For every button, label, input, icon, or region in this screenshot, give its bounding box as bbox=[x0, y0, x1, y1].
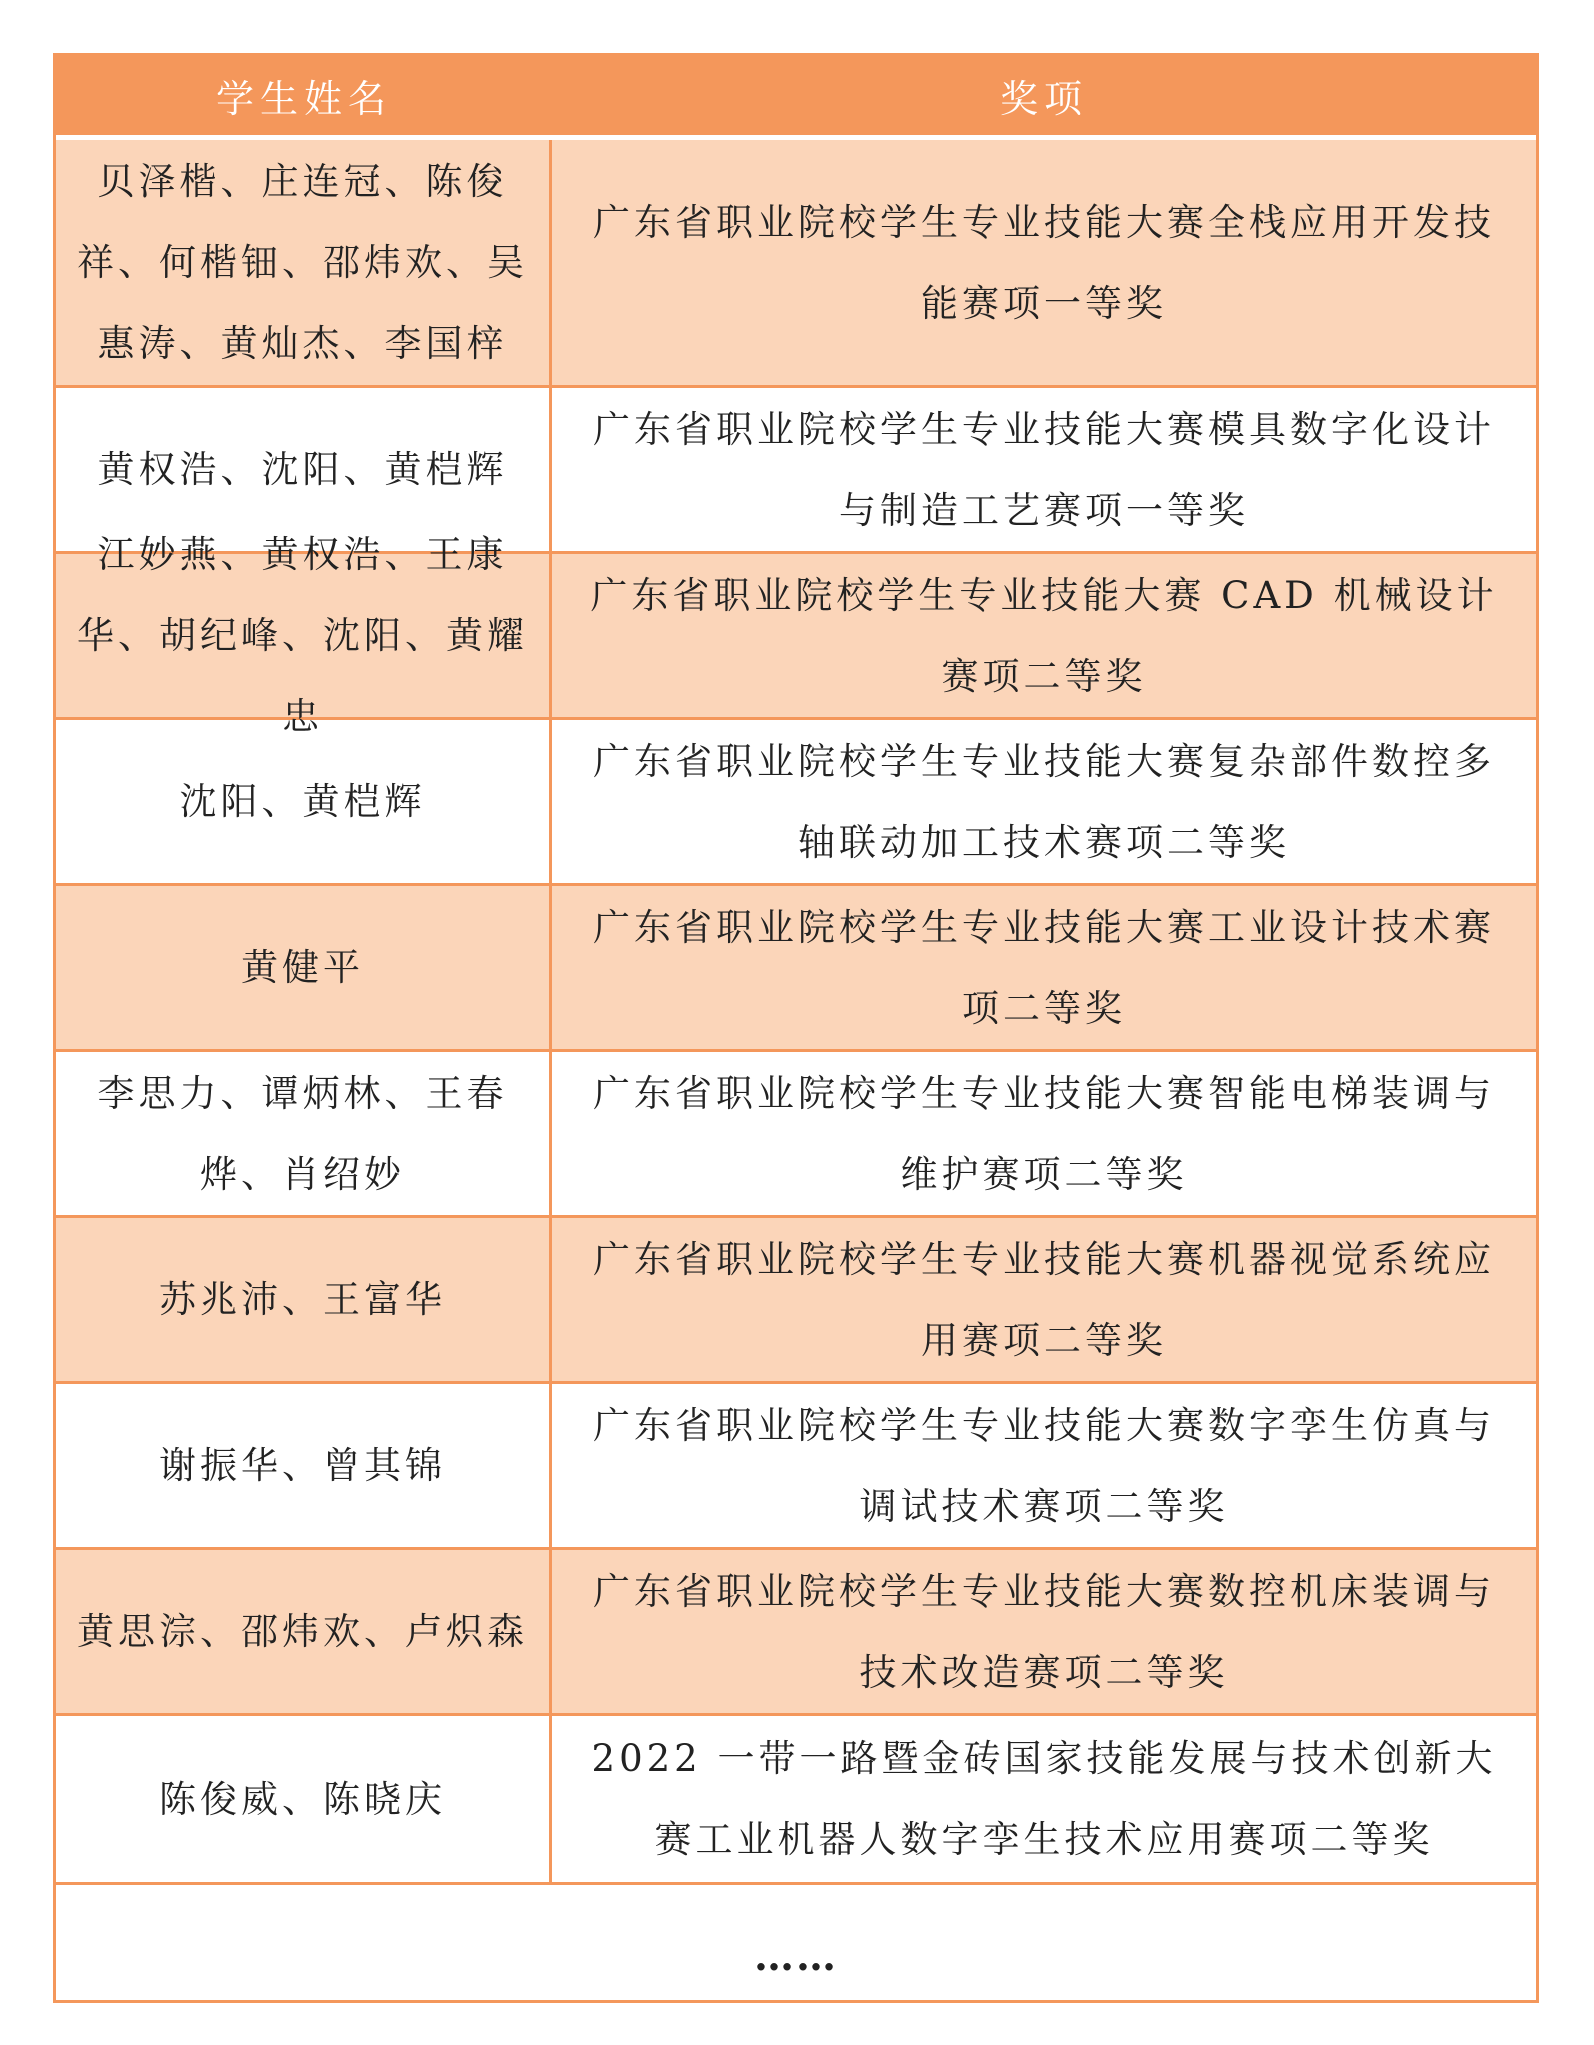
student-names: 黄权浩、沈阳、黄桤辉 bbox=[56, 388, 552, 551]
student-names: 李思力、谭炳林、王春烨、肖绍妙 bbox=[56, 1052, 552, 1215]
award-text: 广东省职业院校学生专业技能大赛智能电梯装调与维护赛项二等奖 bbox=[593, 1071, 1495, 1196]
student-names: 黄思淙、邵炜欢、卢炽森 bbox=[56, 1550, 552, 1713]
award-text: 广东省职业院校学生专业技能大赛全栈应用开发技能赛项一等奖 bbox=[593, 200, 1495, 325]
award-text: 广东省职业院校学生专业技能大赛数字孪生仿真与调试技术赛项二等奖 bbox=[593, 1403, 1495, 1528]
ellipsis-text: …… bbox=[754, 1932, 838, 1980]
table-row bbox=[56, 720, 1536, 886]
student-names: 贝泽楷、庄连冠、陈俊祥、何楷钿、邵炜欢、吴惠涛、黄灿杰、李国梓 bbox=[56, 140, 552, 385]
table-row bbox=[56, 533, 1536, 738]
student-names: 沈阳、黄桤辉 bbox=[56, 720, 552, 883]
header-award: 奖项 bbox=[999, 77, 1088, 121]
table-row bbox=[56, 1550, 1536, 1716]
table-header bbox=[56, 56, 1536, 140]
table-row bbox=[56, 1716, 1536, 1882]
header-student-name: 学生姓名 bbox=[215, 77, 392, 121]
award-text: 广东省职业院校学生专业技能大赛 CAD 机械设计赛项二等奖 bbox=[590, 573, 1498, 698]
student-names: 谢振华、曾其锦 bbox=[56, 1384, 552, 1547]
more-rows-indicator bbox=[56, 1882, 1536, 1997]
table-row bbox=[56, 140, 1536, 388]
awards-table bbox=[53, 53, 1539, 2003]
student-names: 江妙燕、黄权浩、王康华、胡纪峰、沈阳、黄耀忠 bbox=[56, 554, 552, 717]
table-row bbox=[56, 886, 1536, 1052]
table-row bbox=[56, 1218, 1536, 1384]
award-text: 广东省职业院校学生专业技能大赛复杂部件数控多轴联动加工技术赛项二等奖 bbox=[593, 739, 1495, 864]
award-text: 广东省职业院校学生专业技能大赛机器视觉系统应用赛项二等奖 bbox=[593, 1237, 1495, 1362]
table-row bbox=[56, 1052, 1536, 1218]
student-names: 黄健平 bbox=[56, 886, 552, 1049]
award-text: 广东省职业院校学生专业技能大赛数控机床装调与技术改造赛项二等奖 bbox=[593, 1569, 1495, 1694]
award-text: 广东省职业院校学生专业技能大赛工业设计技术赛项二等奖 bbox=[593, 905, 1495, 1030]
table-row bbox=[56, 1384, 1536, 1550]
award-text: 2022 一带一路暨金砖国家技能发展与技术创新大赛工业机器人数字孪生技术应用赛项二等奖 bbox=[591, 1737, 1497, 1861]
student-names: 苏兆沛、王富华 bbox=[56, 1218, 552, 1381]
student-names: 陈俊威、陈晓庆 bbox=[56, 1716, 552, 1882]
award-text: 广东省职业院校学生专业技能大赛模具数字化设计与制造工艺赛项一等奖 bbox=[593, 407, 1495, 532]
